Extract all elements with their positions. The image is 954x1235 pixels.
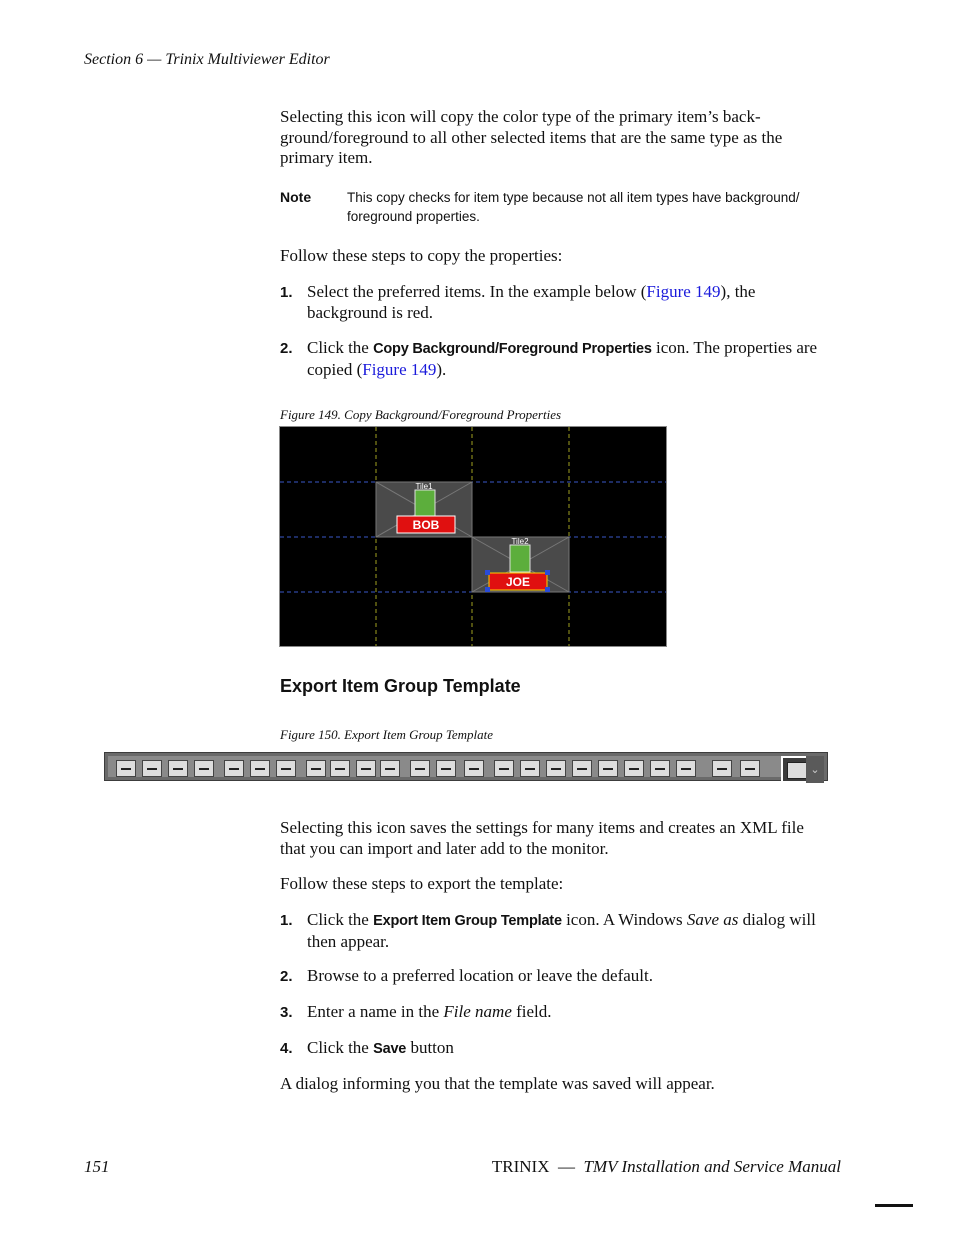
export-step-4-text-a: Click the — [307, 1038, 374, 1057]
export-step-4 — [307, 1038, 454, 1060]
export-step-2-number: 2. — [280, 968, 293, 985]
copy-step-2-text-a: Click the — [307, 338, 374, 357]
distribute-horizontal-icon[interactable] — [224, 760, 244, 777]
tile-1-label: BOB — [412, 518, 440, 532]
export-line-2: that you can import and later add to the monitor. — [280, 838, 609, 858]
toolbar-button-strip — [108, 756, 824, 777]
copy-step-1-text-a: Select the preferred items. In the example below ( — [307, 282, 647, 301]
export-template-icon — [787, 762, 807, 779]
manual-title — [492, 1157, 841, 1177]
intro-line-1: Selecting this icon will copy the color type of the primary item’s back- — [280, 107, 761, 126]
size-option-2-icon[interactable] — [520, 760, 540, 777]
note-line-1: This copy checks for item type because not all item types have background/ — [347, 190, 800, 205]
tile-2-label: JOE — [505, 575, 531, 589]
editor-toolbar — [104, 752, 828, 781]
same-width-icon[interactable] — [410, 760, 430, 777]
export-step-2: Browse to a preferred location or leave the default. — [307, 966, 653, 985]
export-step-3-text-a: Enter a name in the — [307, 1002, 444, 1021]
copy-steps-lead: Follow these steps to copy the properties: — [280, 246, 563, 265]
export-closing: A dialog informing you that the template was saved will appear. — [280, 1074, 715, 1093]
copy-step-1-text-b: ), the — [720, 282, 756, 301]
intro-line-3: primary item. — [280, 148, 373, 167]
copy-step-1 — [307, 282, 847, 323]
same-size-icon[interactable] — [464, 760, 484, 777]
export-steps-lead: Follow these steps to export the template: — [280, 874, 564, 893]
size-option-1-icon[interactable] — [494, 760, 514, 777]
copy-properties-icon[interactable] — [712, 760, 732, 777]
copy-step-2 — [307, 338, 847, 380]
space-horizontal-icon[interactable] — [356, 760, 376, 777]
page-number: 151 — [84, 1157, 110, 1176]
export-template-command: Export Item Group Template — [373, 913, 562, 929]
save-as-dialog-name: Save as — [686, 910, 739, 929]
copy-step-1-number: 1. — [280, 284, 293, 301]
align-bottom-icon[interactable] — [194, 760, 214, 777]
export-line-1: Selecting this icon saves the settings for many items and creates an XML file — [280, 818, 804, 837]
footer-rule — [875, 1204, 913, 1207]
export-step-4-number: 4. — [280, 1040, 293, 1057]
distribute-both-icon[interactable] — [276, 760, 296, 777]
export-step-3-text-b: field. — [511, 1002, 552, 1021]
running-header: Section 6 — Trinix Multiviewer Editor — [84, 51, 330, 68]
copy-step-2-number: 2. — [280, 340, 293, 357]
size-option-4-icon[interactable] — [572, 760, 592, 777]
manual-title-name: TMV Installation and Service Manual — [583, 1157, 841, 1176]
note-text — [347, 188, 827, 226]
size-option-8-icon[interactable] — [676, 760, 696, 777]
align-top-icon[interactable] — [142, 760, 162, 777]
manual-title-product: TRINIX — — [491, 1157, 584, 1176]
export-step-1-line-2: then appear. — [307, 931, 390, 951]
export-step-1-text-c: dialog will — [738, 910, 816, 929]
figure-150-caption: Figure 150. Export Item Group Template — [280, 727, 494, 742]
copy-properties-command: Copy Background/Foreground Properties — [373, 341, 652, 357]
note-label: Note — [280, 189, 312, 205]
distribute-vertical-icon[interactable] — [250, 760, 270, 777]
figure-149-caption: Figure 149. Copy Background/Foreground Properties — [280, 407, 562, 422]
tile-2-name: Tile2 — [511, 537, 529, 546]
export-step-1-text-b: icon. A Windows — [561, 910, 687, 929]
figure-149-image — [279, 426, 667, 647]
tile-2[interactable] — [472, 537, 569, 592]
chevron-down-icon: ⌄ — [810, 763, 820, 776]
tile-1[interactable] — [376, 482, 472, 537]
figure-149-link[interactable]: Figure 149 — [646, 282, 721, 301]
export-step-3 — [307, 1002, 552, 1023]
copy-step-2-text-b: icon. The properties are — [651, 338, 818, 357]
note-line-2: foreground properties. — [347, 209, 480, 224]
toolbar-dropdown-button[interactable] — [806, 756, 824, 783]
save-button-name: Save — [373, 1041, 407, 1057]
export-step-1-text-a: Click the — [307, 910, 374, 929]
center-horizontal-icon[interactable] — [306, 760, 326, 777]
copy-step-1-line-2: background is red. — [307, 302, 434, 322]
align-right-icon[interactable] — [168, 760, 188, 777]
section-heading: Export Item Group Template — [280, 676, 521, 696]
export-step-3-number: 3. — [280, 1004, 293, 1021]
size-option-7-icon[interactable] — [650, 760, 670, 777]
export-paragraph — [280, 818, 804, 859]
export-step-4-text-b: button — [406, 1038, 454, 1057]
copy-step-2-line-2b: ). — [436, 359, 447, 379]
center-vertical-icon[interactable] — [330, 760, 350, 777]
size-option-6-icon[interactable] — [624, 760, 644, 777]
export-step-1-number: 1. — [280, 912, 293, 929]
size-option-3-icon[interactable] — [546, 760, 566, 777]
size-option-5-icon[interactable] — [598, 760, 618, 777]
figure-149-link-2[interactable]: Figure 149 — [362, 359, 437, 379]
file-name-field-name: File name — [443, 1002, 512, 1021]
intro-line-2: ground/foreground to all other selected items that are the same type as the — [280, 127, 783, 147]
export-step-1 — [307, 910, 847, 952]
copy-step-2-line-2a: copied ( — [307, 359, 363, 379]
same-height-icon[interactable] — [436, 760, 456, 777]
copy-background-foreground-icon[interactable] — [740, 760, 760, 777]
tile-1-name: Tile1 — [415, 482, 433, 491]
intro-paragraph — [280, 107, 782, 169]
align-left-icon[interactable] — [116, 760, 136, 777]
space-vertical-icon[interactable] — [380, 760, 400, 777]
